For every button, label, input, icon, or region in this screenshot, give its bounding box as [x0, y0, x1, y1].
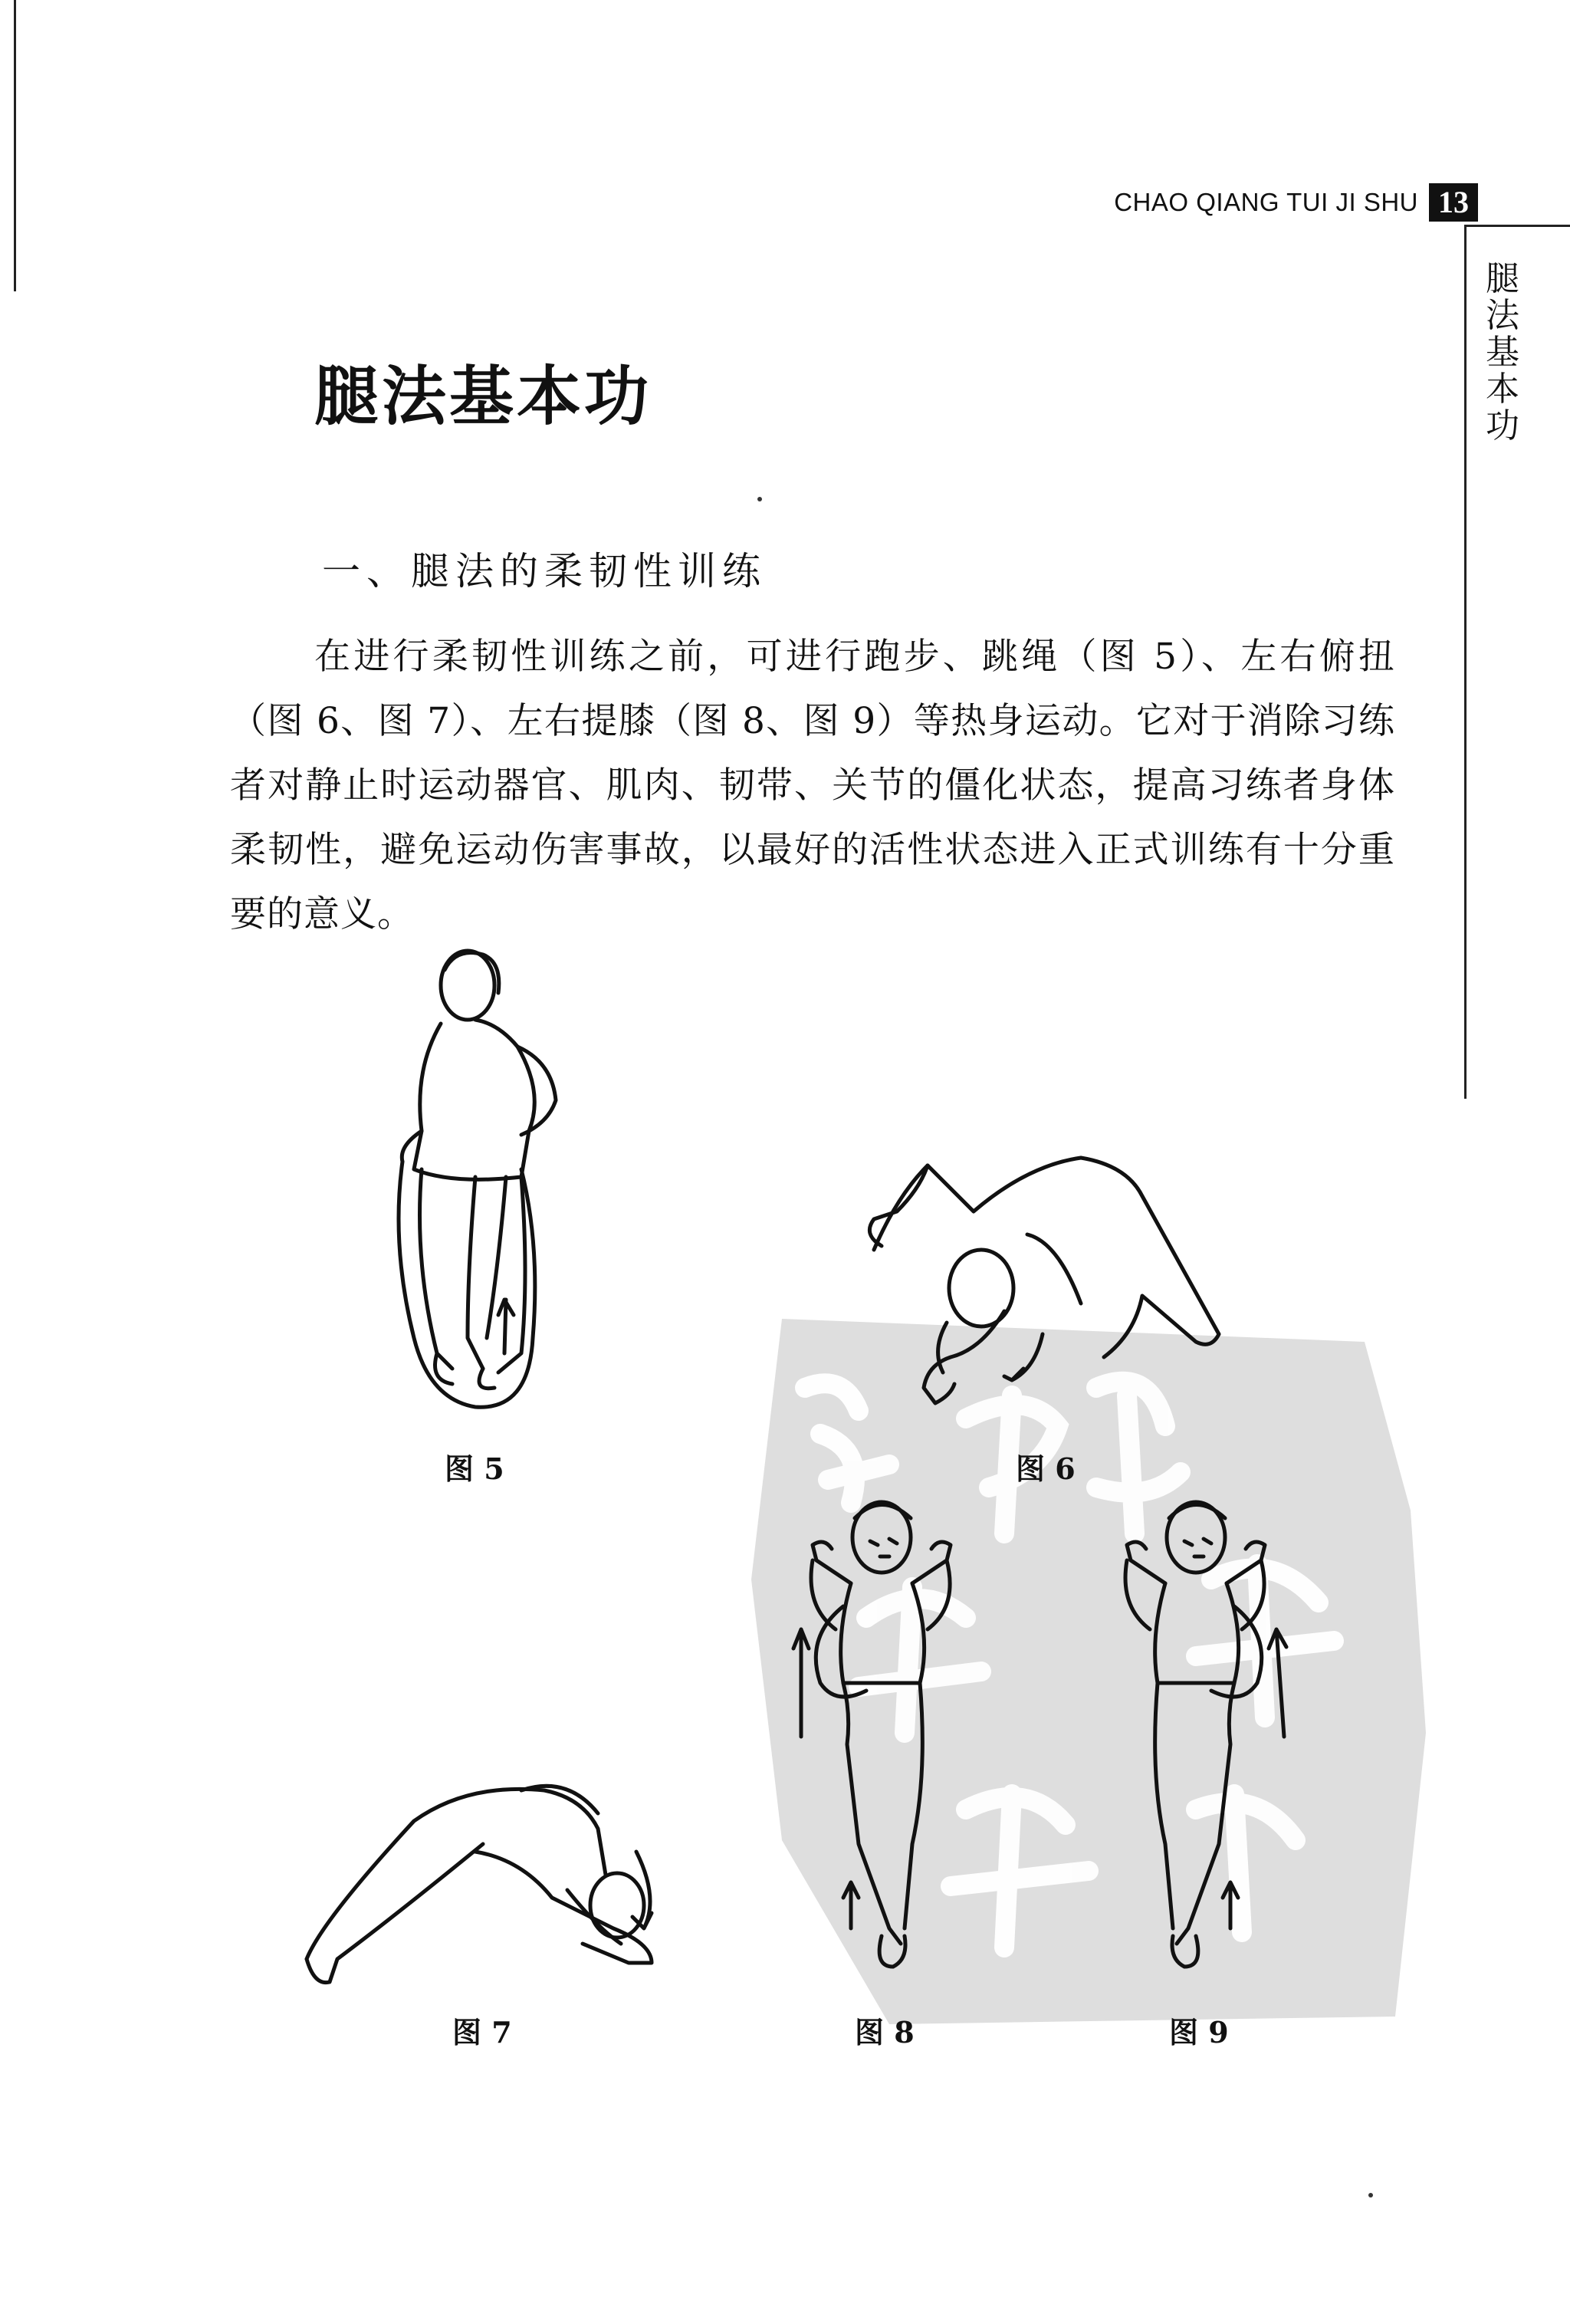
side-chapter-char: 腿 [1486, 259, 1519, 298]
side-chapter-char: 法 [1486, 296, 1519, 335]
side-chapter-label [1480, 261, 1526, 445]
figure-9-caption: 图 9 [1169, 2015, 1229, 2050]
figure-9-illustration [1089, 1484, 1303, 1982]
figure-6-illustration [851, 1081, 1234, 1434]
side-chapter-char: 本 [1486, 370, 1519, 409]
speck-dot [757, 497, 762, 501]
side-rule [1464, 225, 1467, 1099]
speck-dot [1368, 2193, 1373, 2197]
figure-6-caption: 图 6 [1016, 1451, 1076, 1486]
figure-7-caption: 图 7 [452, 2015, 512, 2050]
body-paragraph: 在进行柔韧性训练之前，可进行跑步、跳绳（图 5）、左右俯扭（图 6、图 7）、左右提膝（图 8、图 9）等热身运动。它对于消除习练者对静止时运动器官、肌肉、韧带、关节的僵化状态，提高习练者身体柔韧性，避免运动伤害事故，以最好的活性状态进入正式训练有十分重要的意义。 [230, 636, 1395, 935]
running-head-title: CHAO QIANG TUI JI SHU [1114, 188, 1418, 216]
left-margin-rule [14, 0, 16, 291]
section-title: 腿法基本功 [314, 358, 652, 434]
figure-8-illustration [782, 1484, 997, 1982]
side-chapter-char: 功 [1486, 406, 1519, 445]
figure-5-illustration [368, 939, 598, 1430]
running-head [1114, 181, 1478, 224]
header-rule [1464, 225, 1570, 227]
figure-8-caption: 图 8 [855, 2015, 915, 2050]
figure-5-caption: 图 5 [445, 1451, 504, 1486]
figure-7-illustration [291, 1698, 690, 2005]
side-chapter-char: 基 [1486, 333, 1519, 372]
subsection-title: 一、腿法的柔韧性训练 [322, 549, 767, 593]
page-number: 13 [1429, 183, 1478, 222]
